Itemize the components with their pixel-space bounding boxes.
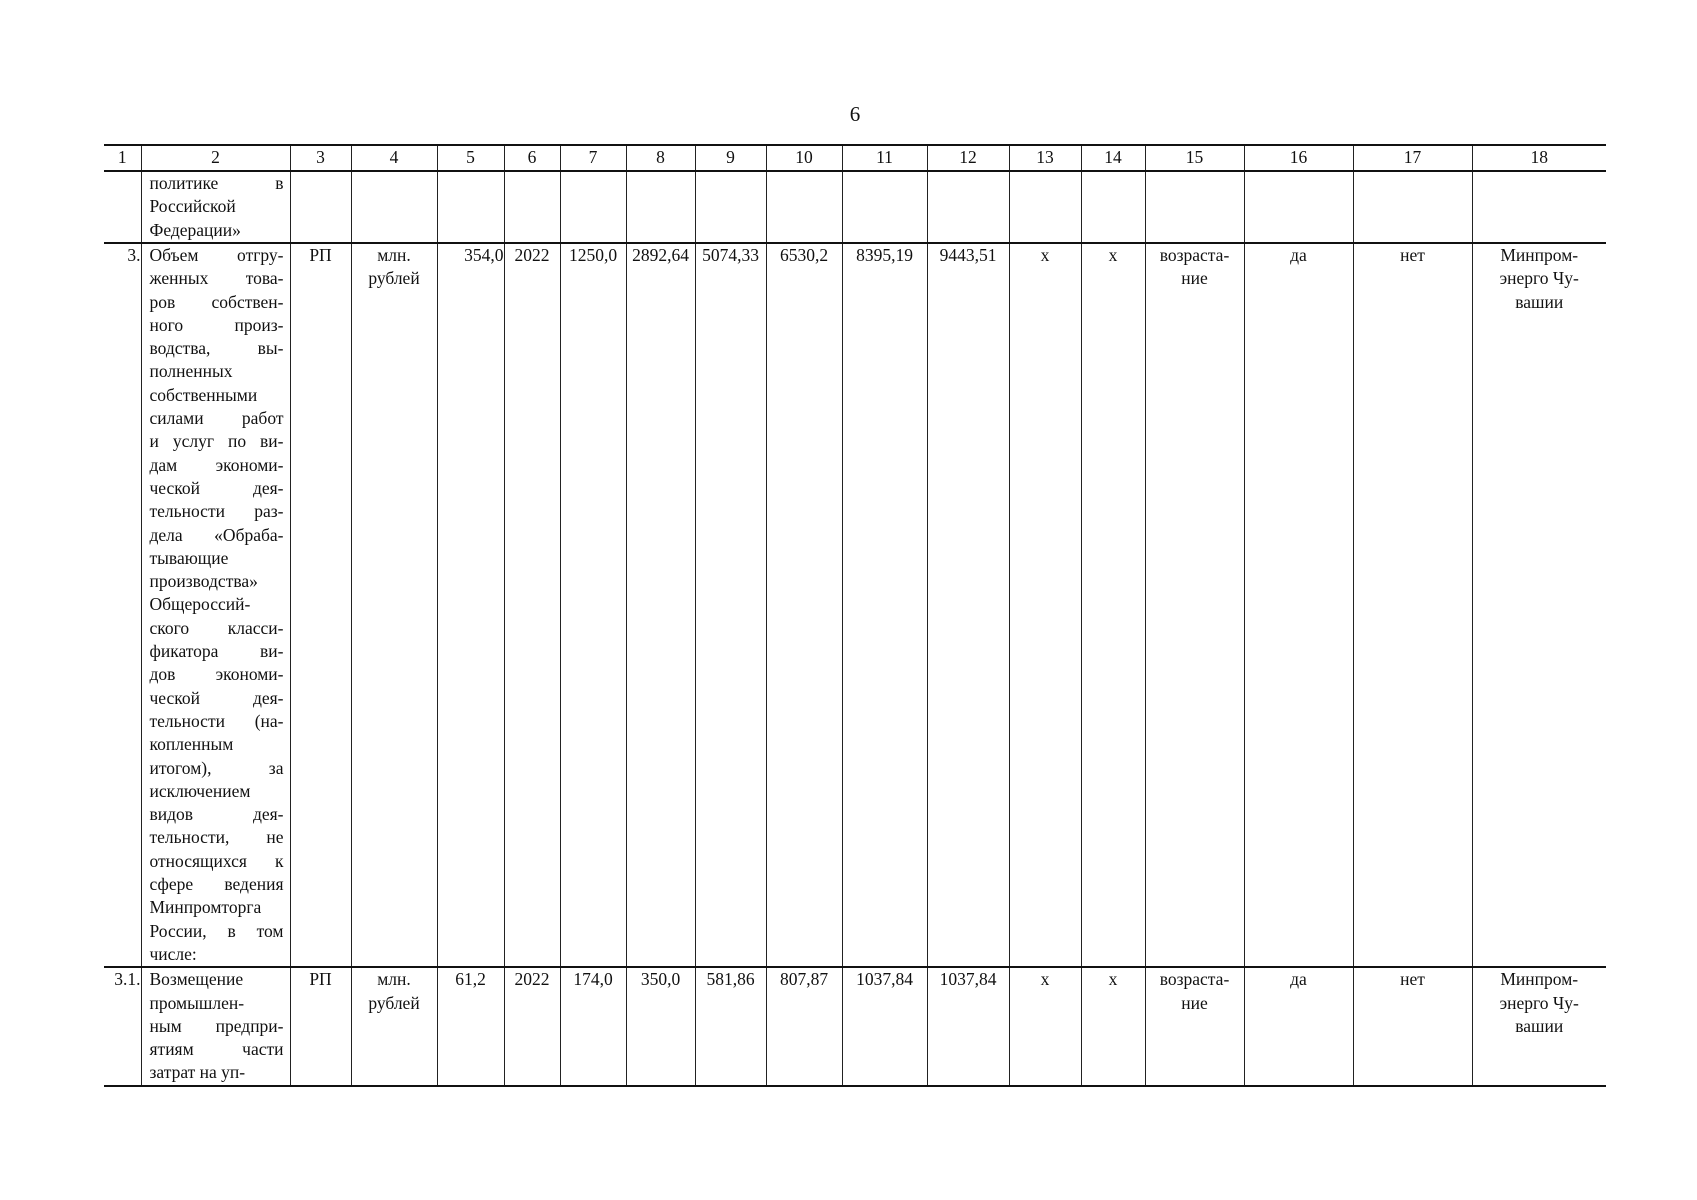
header-cell: 2 (141, 145, 290, 171)
base-value: 354,0 (437, 243, 504, 967)
description-line: собственными (149, 384, 258, 405)
row-number (104, 171, 141, 243)
flag-cell: да (1244, 967, 1353, 1085)
indicator-level: РП (290, 967, 351, 1085)
value-cell: 6530,2 (766, 243, 842, 967)
description-line: затрат на уп- (149, 1062, 246, 1083)
table-cell (560, 171, 626, 243)
description-line: ческой дея- (149, 477, 284, 498)
base-value: 61,2 (437, 967, 504, 1085)
table-cell (842, 171, 927, 243)
description-line: политике в (149, 173, 284, 193)
description-line: и услуг по ви- (149, 431, 284, 452)
header-cell: 13 (1009, 145, 1081, 171)
description-line: видов дея- (149, 804, 284, 825)
value-cell: 807,87 (766, 967, 842, 1085)
value-cell: 581,86 (695, 967, 766, 1085)
description-line: копленным (149, 734, 234, 755)
header-cell: 8 (626, 145, 695, 171)
indicator-description (141, 967, 290, 1085)
unit-of-measure: млн. рублей (351, 243, 437, 967)
header-cell: 6 (504, 145, 560, 171)
table-cell (351, 171, 437, 243)
table-cell (1009, 171, 1081, 243)
value-cell: х (1009, 967, 1081, 1085)
description-line: тельности раз- (149, 501, 284, 522)
value-cell: 174,0 (560, 967, 626, 1085)
table-row (104, 967, 1606, 1085)
flag-cell: нет (1353, 243, 1472, 967)
table-cell (1081, 171, 1145, 243)
header-cell: 17 (1353, 145, 1472, 171)
description-line: сфере ведения (149, 874, 284, 895)
header-cell: 16 (1244, 145, 1353, 171)
header-cell: 1 (104, 145, 141, 171)
description-line: дам экономи- (149, 454, 284, 475)
description-line: тывающие (149, 547, 229, 568)
indicator-description (141, 171, 290, 243)
table-cell (1472, 171, 1606, 243)
value-cell: 1250,0 (560, 243, 626, 967)
value-cell: 1037,84 (927, 967, 1009, 1085)
description-line: тельности (на- (149, 710, 284, 731)
description-line: Минпромторга (149, 897, 262, 918)
table-cell (626, 171, 695, 243)
table-cell (437, 171, 504, 243)
description-line: полненных (149, 361, 233, 382)
value-cell: 2892,64 (626, 243, 695, 967)
unit-of-measure: млн. рублей (351, 967, 437, 1085)
value-cell: 1037,84 (842, 967, 927, 1085)
trend-cell: возраста- ние (1145, 243, 1244, 967)
value-cell: 350,0 (626, 967, 695, 1085)
header-cell: 3 (290, 145, 351, 171)
flag-cell: нет (1353, 967, 1472, 1085)
table-cell (1145, 171, 1244, 243)
description-line: исключением (149, 780, 251, 801)
description-line: производства» (149, 571, 258, 592)
description-line: Общероссий- (149, 594, 251, 615)
description-line: числе: (149, 943, 197, 964)
description-line: Объем отгру- (149, 245, 284, 265)
description-line: ческой дея- (149, 687, 284, 708)
table-cell (290, 171, 351, 243)
row-number: 3. (104, 243, 141, 967)
description-line: ского класси- (149, 617, 284, 638)
header-cell: 7 (560, 145, 626, 171)
base-year: 2022 (504, 243, 560, 967)
trend-cell: возраста- ние (1145, 967, 1244, 1085)
header-cell: 15 (1145, 145, 1244, 171)
table-cell (766, 171, 842, 243)
responsible-cell: Минпром- энерго Чу- вашии (1472, 967, 1606, 1085)
description-line: силами работ (149, 408, 284, 429)
header-cell: 14 (1081, 145, 1145, 171)
table-row (104, 243, 1606, 967)
flag-cell: да (1244, 243, 1353, 967)
header-cell: 12 (927, 145, 1009, 171)
table-cell (695, 171, 766, 243)
description-line: ятиям части (149, 1039, 284, 1060)
header-cell: 5 (437, 145, 504, 171)
indicators-table (104, 144, 1606, 1087)
header-cell: 18 (1472, 145, 1606, 171)
description-line: ного произ- (149, 314, 284, 335)
header-cell: 4 (351, 145, 437, 171)
indicator-level: РП (290, 243, 351, 967)
description-line: ров собствен- (149, 291, 284, 312)
table-header-row (104, 145, 1606, 171)
description-line: фикатора ви- (149, 641, 284, 662)
description-line: Возмещение (149, 969, 244, 990)
description-line: промышлен- (149, 992, 245, 1013)
value-cell: 5074,33 (695, 243, 766, 967)
indicator-description (141, 243, 290, 967)
responsible-cell: Минпром- энерго Чу- вашии (1472, 243, 1606, 967)
header-cell: 9 (695, 145, 766, 171)
description-line: Российской (149, 196, 236, 217)
value-cell: 9443,51 (927, 243, 1009, 967)
description-line: Федерации» (149, 219, 241, 240)
description-line: России, в том (149, 920, 284, 941)
table-cell (504, 171, 560, 243)
description-line: водства, вы- (149, 338, 284, 359)
description-line: дов экономи- (149, 664, 284, 685)
header-cell: 11 (842, 145, 927, 171)
value-cell: х (1009, 243, 1081, 967)
row-number: 3.1. (104, 967, 141, 1085)
description-line: женных това- (149, 268, 284, 289)
description-line: ным предпри- (149, 1015, 284, 1036)
base-year: 2022 (504, 967, 560, 1085)
value-cell: 8395,19 (842, 243, 927, 967)
table-cell (927, 171, 1009, 243)
table-cell (1244, 171, 1353, 243)
description-line: тельности, не (149, 827, 284, 848)
description-line: относящихся к (149, 850, 284, 871)
table-row (104, 171, 1606, 243)
table-cell (1353, 171, 1472, 243)
value-cell: х (1081, 243, 1145, 967)
value-cell: х (1081, 967, 1145, 1085)
page-number: 6 (849, 102, 861, 126)
description-line: дела «Обраба- (149, 524, 284, 545)
description-line: итогом), за (149, 757, 284, 778)
header-cell: 10 (766, 145, 842, 171)
